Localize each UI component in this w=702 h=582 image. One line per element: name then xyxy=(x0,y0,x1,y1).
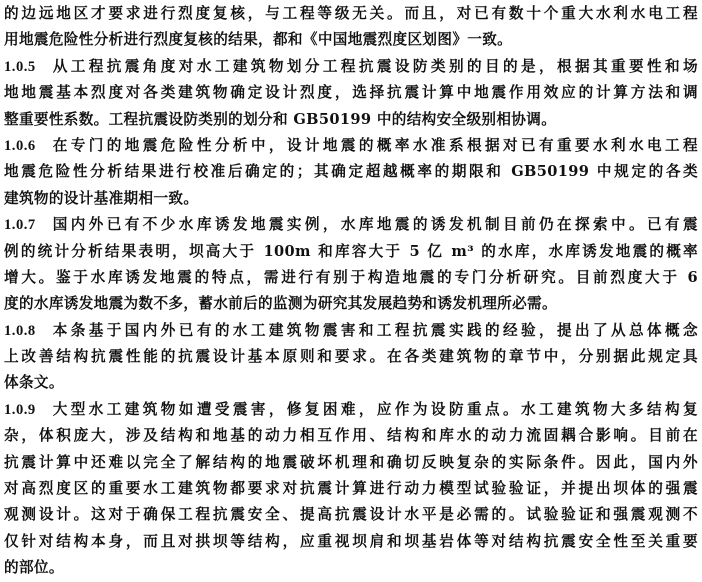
text-line: 建筑物的设计基准期相一致。 xyxy=(4,189,199,207)
text-line: 地地震基本烈度对各类建筑物确定设计烈度，选择抗震计算中地震作用效应的计算方法和调 xyxy=(4,84,698,102)
clause-number: 1.0.8 xyxy=(4,322,36,339)
clause-number: 1.0.5 xyxy=(4,58,36,75)
clause-number: 1.0.6 xyxy=(4,137,36,154)
text-line: 例的统计分析结果表明，坝高大于 100m 和库容大于 5 亿 m³ 的水库，水库诱发地震的概率 xyxy=(4,242,698,260)
clause-number: 1.0.7 xyxy=(4,217,36,234)
text-line: 整重要性系数。工程抗震设防类别的划分和 GB50199 中的结构安全级别相协调。 xyxy=(4,110,557,128)
clause-first-line xyxy=(4,54,698,80)
clause-first-line xyxy=(4,318,698,344)
text-line: 本条基于国内外已有的水工建筑物震害和工程抗震实践的经验，提出了从总体概念 xyxy=(49,321,698,339)
document-page xyxy=(4,1,698,582)
text-line: 体条文。 xyxy=(4,374,64,392)
text-line: 杂，体积庞大，涉及结构和地基的动力相互作用、结构和库水的动力流固耦合影响。目前在 xyxy=(4,427,698,445)
text-line: 上改善结构抗震性能的抗震设计基本原则和要求。在各类建筑物的章节中，分别据此规定具 xyxy=(4,348,698,366)
clause-1-0-8 xyxy=(4,318,698,397)
text-line: 从工程抗震角度对水工建筑物划分工程抗震设防类别的目的是，根据其重要性和场 xyxy=(49,57,698,75)
text-line: 仅针对结构本身，而且对拱坝等结构，应重视坝肩和坝基岩体等对结构抗震安全性至关重要 xyxy=(4,532,698,550)
text-line: 大型水工建筑物如遭受震害，修复困难，应作为设防重点。水工建筑物大多结构复 xyxy=(49,400,698,418)
clause-1-0-7 xyxy=(4,212,698,318)
text-line: 对高烈度区的重要水工建筑物都要求对抗震计算进行动力模型试验验证，并提出坝体的强震 xyxy=(4,480,698,498)
text-line: 地震危险性分析结果进行校准后确定的；其确定超越概率的期限和 GB50199 中规定的各类 xyxy=(4,163,698,181)
text-line: 抗震计算中还难以完全了解结构的地震破坏机理和确切反映复杂的实际条件。因此，国内外 xyxy=(4,453,698,471)
clause-first-line xyxy=(4,212,698,238)
text-line: 用地震危险性分析进行烈度复核的结果，都和《中国地震烈度区划图》一致。 xyxy=(4,31,513,49)
clause-number: 1.0.9 xyxy=(4,401,36,418)
clause-1-0-5 xyxy=(4,54,698,133)
clause-first-line xyxy=(4,397,698,423)
text-line: 国内外已有不少水库诱发地震实例，水库地震的诱发机制目前仍在探索中。已有震 xyxy=(49,216,698,234)
clause-first-line xyxy=(4,133,698,159)
paragraph-continuation xyxy=(4,1,698,54)
clause-1-0-6 xyxy=(4,133,698,212)
text-line: 度的水库诱发地震为数不多，蓄水前后的监测为研究其发展趋势和诱发机理所必需。 xyxy=(4,295,557,313)
text-line: 的部位。 xyxy=(4,559,64,577)
text-line: 在专门的地震危险性分析中，设计地震的概率水准系根据对已有重要水利水电工程 xyxy=(49,136,698,154)
text-line: 观测设计。这对于确保工程抗震安全、提高抗震设计水平是必需的。试验验证和强震观测不 xyxy=(4,506,698,524)
text-line: 的边远地区才要求进行烈度复核，与工程等级无关。而且，对已有数十个重大水利水电工程 xyxy=(4,5,698,22)
text-line: 增大。鉴于水库诱发地震的特点，需进行有别于构造地震的专门分析研究。目前烈度大于 6 xyxy=(4,268,698,286)
clause-1-0-9 xyxy=(4,397,698,582)
